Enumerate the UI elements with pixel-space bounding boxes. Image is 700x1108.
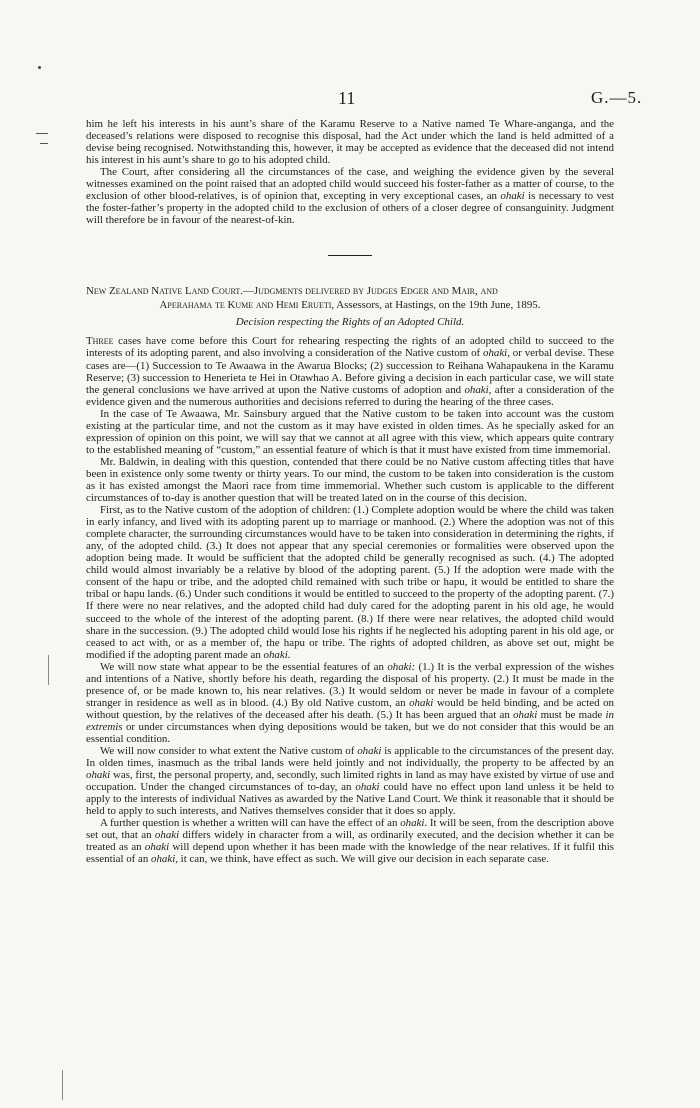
italic-term: ohaki (483, 347, 508, 360)
document-reference: G.—5. (591, 88, 643, 107)
judge-name: Mair (451, 285, 476, 298)
text-run: cases have come before this Court for rehearing respecting the rights of an adopted child to succeed to the interests of its adopting parent, and also involving a consideration of the Native custom of (86, 335, 614, 360)
assessor-name: Aperahama te Kume (159, 299, 254, 312)
margin-dot (38, 66, 41, 69)
margin-tick (40, 143, 48, 144)
italic-term: in extremis (86, 708, 614, 733)
heading-court-name: New Zealand Native Land Court.—Judgments (86, 285, 303, 298)
italic-term: ohaki (400, 817, 425, 830)
text-run: , or verbal devise. These cases are—(1) Succession to Te Awaawa in the Awarua Blocks; (2) succession to Reihana Wahapaukena in the Karamu Reserve; (3) succession to Henerieta te Hei in Otawhao A. Before giving a decision in each particular case, we will state the general conclusions we have arrived at upon the Native customs of adoption and (86, 347, 615, 396)
paragraph (86, 166, 614, 226)
margin-tick (36, 133, 48, 134)
text-run: (1.) It is the verbal expression of the wishes and intentions of a Native, shortly before his death, regarding the disposal of his property. (2.) It must be made in the presence of, or be made known to, his near relatives. (3.) It would seldom or never be made in favour of a complete stranger in residence as well as in blood. (4.) By old Native custom, an (86, 660, 614, 709)
text-run: . (287, 648, 291, 661)
text-run: and (253, 299, 276, 312)
paragraph (86, 504, 614, 661)
italic-term: ohaki (513, 708, 538, 721)
text-run: We will now state what appear to be the essential features of an (100, 660, 388, 673)
text-run: We will now consider to what extent the Native custom of (100, 745, 358, 758)
page-body (86, 118, 614, 865)
text-run: . It will be seen, from the description above set out, that an (86, 817, 614, 842)
judgment-heading (86, 284, 614, 312)
text-run: Three (86, 335, 114, 348)
paragraph: him he left his interests in his aunt’s share of the Karamu Reserve to a Native named Te Whare-anganga, and the deceased’s relations were disposed to recognise this disposal, had the Act under which the land is held admitted of a devise being recognised. Notwithstanding this, however, it may be accepted as evidence that the deceased did not intend his interest in his aunt’s share to go to his adopted child. (86, 118, 614, 167)
decision-subtitle: Decision respecting the Rights of an Adopted Child. (235, 316, 465, 329)
paragraph (86, 661, 614, 745)
text-run: , it can, we think, have effect as such. We will give our decision in each separate case. (175, 853, 549, 866)
text-run: will depend upon whether it has been made with the knowledge of the near relatives. If it fulfil this essential of an (86, 841, 614, 866)
text-run: , after a consideration of the evidence given and the numerous authorities and decisions referred to during the hearing of the three cases. (86, 383, 614, 408)
italic-term: ohaki (154, 829, 180, 842)
text-run: is necessary to vest the foster-father’s property in the adopted child to the exclusion of others of a closer degree of consanguinity. Judgment will therefore be in favour of the nearest-of-kin. (86, 190, 614, 227)
italic-term: ohaki (151, 853, 176, 866)
margin-line (48, 655, 49, 685)
text-run: A further question is whether a written will can have the effect of an (100, 817, 401, 830)
margin-line (62, 1070, 63, 1100)
italic-term: ohaki (86, 769, 111, 782)
text-run: was, first, the personal property, and, secondly, such limited rights in land as may have existed by virtue of use and occupation. Under the changed circumstances of to-day, an (86, 769, 614, 794)
text-run: First, as to the Native custom of the adoption of children: (1.) Complete adoption would be where the child was taken in early infancy, and lived with its adopting parent up to marriage or manhood. (2.) Where the adoption was not of this complete character, the surrounding circumstances would have to be taken into consideration in determining the rights, if any, of the adopted child. (3.) It does not appear that any special ceremonies or formalities were observed upon the adoption being made. It would be sufficient that the adopted child be generally recognised as such. (4.) The adopted child would almost invariably be a relative by blood of the adopting parent. (5.) If the adoption were made with the consent of the hapu or tribe, and the adopted child remained with such tribe or hapu, it would be entitled to share the tribal or hapu lands. (6.) Under such conditions it would be entitled to succeed to the property of the adopting parent. (7.) If there were no near relatives, and the adopted child had duly cared for the adopting parent in his old age, he would succeed to the whole of the interest of the adopting parent. (8.) If there were near relatives, the adopted child would share in the succession. (9.) The adopted child would lose his rights if he neglected his adopting parent in his old age, or ceased to act with, or as a member of, the hapu or tribe. The rights of adopted children, as above set out, might be modified if the adopting parent made an (86, 504, 614, 661)
page-header (0, 88, 700, 108)
heading-line-2 (86, 298, 614, 312)
italic-term: ohaki (409, 696, 434, 709)
text-run: differs widely in character from a will, as ordinarily executed, and the decision whether it can be treated as an (86, 829, 614, 854)
paragraph: Mr. Baldwin, in dealing with this question, contended that there could be no Native custom affecting titles that have been in existence only some twenty or thirty years. To our mind, the custom to be taken into consideration is the custom as it has existed amongst the Maori race from time immemorial. Whether such custom is applicable to the different circumstances of to-day is another question that will be treated lated on in the course of this decision. (86, 455, 614, 505)
paragraph (86, 817, 614, 865)
paragraph (86, 745, 614, 817)
text-run: The Court, after considering all the circumstances of the case, and weighing the evidence given by the several witnesses examined on the point raised that an adopted child would succeed his foster-father as a matter of course, to the exclusion of other blood-relatives, is of opinion that, excepting in very exceptional cases, an (86, 166, 614, 203)
text-run: and (428, 285, 452, 298)
italic-term: ohaki (355, 781, 380, 794)
italic-term: ohaki: (387, 660, 416, 673)
section-divider (328, 255, 372, 256)
text-run: could have no effect upon land unless it be held to apply to the interests of individual Natives as awarded by the Native Land Court. We think it reasonable that it should be held to apply to such interests, and Natives themselves consider that it does so apply. (86, 781, 614, 818)
text-run: , and (475, 285, 498, 298)
assessor-name: Hemi Erueti (275, 299, 332, 312)
text-run: is applicable to the circumstances of the present day. In olden times, inasmuch as the tribal lands were held jointly and not individually, the property to be affected by an (86, 745, 614, 770)
text-run: must be made (537, 708, 606, 721)
italic-term: ohaki (144, 841, 170, 854)
text-run: or under circumstances when dying depositions would be taken, but we do not consider that this would be an essential condition. (86, 720, 614, 745)
italic-term: ohaki (263, 648, 288, 661)
italic-term: ohaki (464, 383, 489, 396)
text-run: delivered by Judges (302, 285, 401, 298)
judge-name: Edger (400, 285, 429, 298)
text-run: , Assessors, at Hastings, on the 19th June, 1895. (331, 299, 541, 312)
page-number: 11 (338, 88, 356, 108)
paragraph: In the case of Te Awaawa, Mr. Sainsbury argued that the Native custom to be taken into account was the custom existing at the particular time, and not the custom as it may have existed in olden times. As he specially asked for an expression of opinion on this point, we will say that we cannot at all agree with this view, which appears quite contrary to the established meaning of “custom,” an essential feature of which is that it must have existed from time immemorial. (86, 407, 614, 456)
italic-term: ohaki (357, 745, 382, 758)
text-run: would be held binding, and be acted on without question, by the relatives of the deceased after his death. (5.) It has been argued that an (86, 696, 615, 721)
paragraph (86, 335, 614, 407)
italic-term: ohaki (500, 190, 525, 203)
